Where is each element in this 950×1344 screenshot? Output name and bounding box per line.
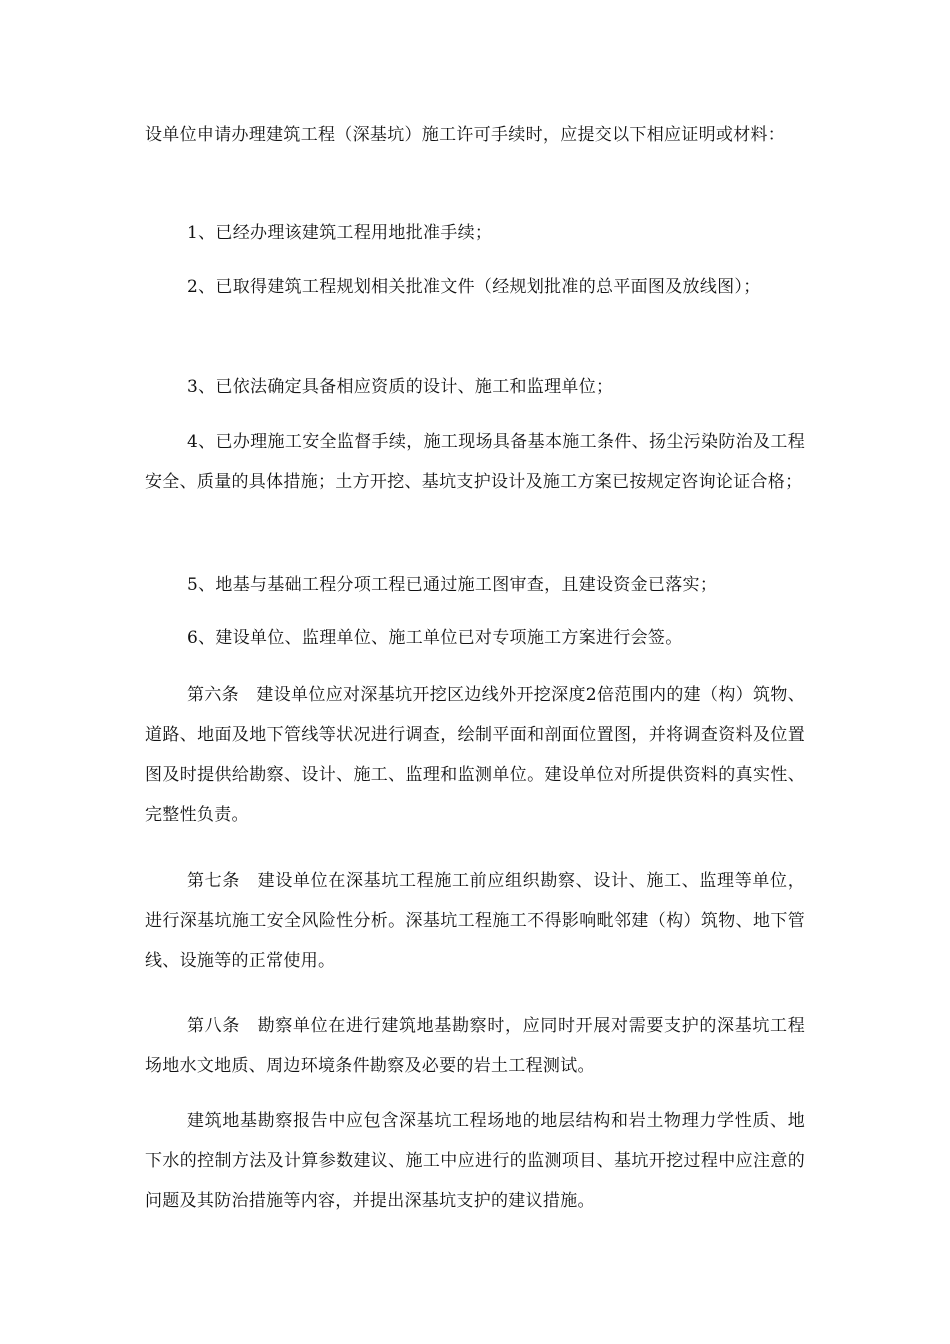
list-item-1: 1、已经办理该建筑工程用地批准手续；	[187, 223, 493, 243]
list-item-2: 2、已取得建筑工程规划相关批准文件（经规划批准的总平面图及放线图）；	[187, 277, 761, 297]
list-item-5: 5、地基与基础工程分项工程已通过施工图审查，且建设资金已落实；	[187, 575, 718, 595]
list-item-4: 4、已办理施工安全监督手续，施工现场具备基本施工条件、扬尘污染防治及工程安全、质量的具体措施；土方开挖、基坑支护设计及施工方案已按规定咨询论证合格；	[145, 432, 805, 492]
article-6: 第六条 建设单位应对深基坑开挖区边线外开挖深度2倍范围内的建（构）筑物、道路、地面及地下管线等状况进行调查，绘制平面和剖面位置图，并将调查资料及位置图及时提供给勘察、设计、施工、监理和监测单位。建设单位对所提供资料的真实性、完整性负责。	[145, 685, 805, 825]
article-8: 第八条 勘察单位在进行建筑地基勘察时，应同时开展对需要支护的深基坑工程场地水文地质、周边环境条件勘察及必要的岩土工程测试。	[145, 1016, 805, 1076]
article-7: 第七条 建设单位在深基坑工程施工前应组织勘察、设计、施工、监理等单位，进行深基坑施工安全风险性分析。深基坑工程施工不得影响毗邻建（构）筑物、地下管线、设施等的正常使用。	[145, 871, 805, 971]
list-item-3: 3、已依法确定具备相应资质的设计、施工和监理单位；	[187, 377, 614, 397]
list-item-6: 6、建设单位、监理单位、施工单位已对专项施工方案进行会签。	[187, 628, 683, 648]
article-8-report: 建筑地基勘察报告中应包含深基坑工程场地的地层结构和岩土物理力学性质、地下水的控制方法及计算参数建议、施工中应进行的监测项目、基坑开挖过程中应注意的问题及其防治措施等内容，并提出深基坑支护的建议措施。	[145, 1111, 805, 1211]
paragraph-continuation: 设单位申请办理建筑工程（深基坑）施工许可手续时，应提交以下相应证明或材料：	[145, 125, 786, 145]
